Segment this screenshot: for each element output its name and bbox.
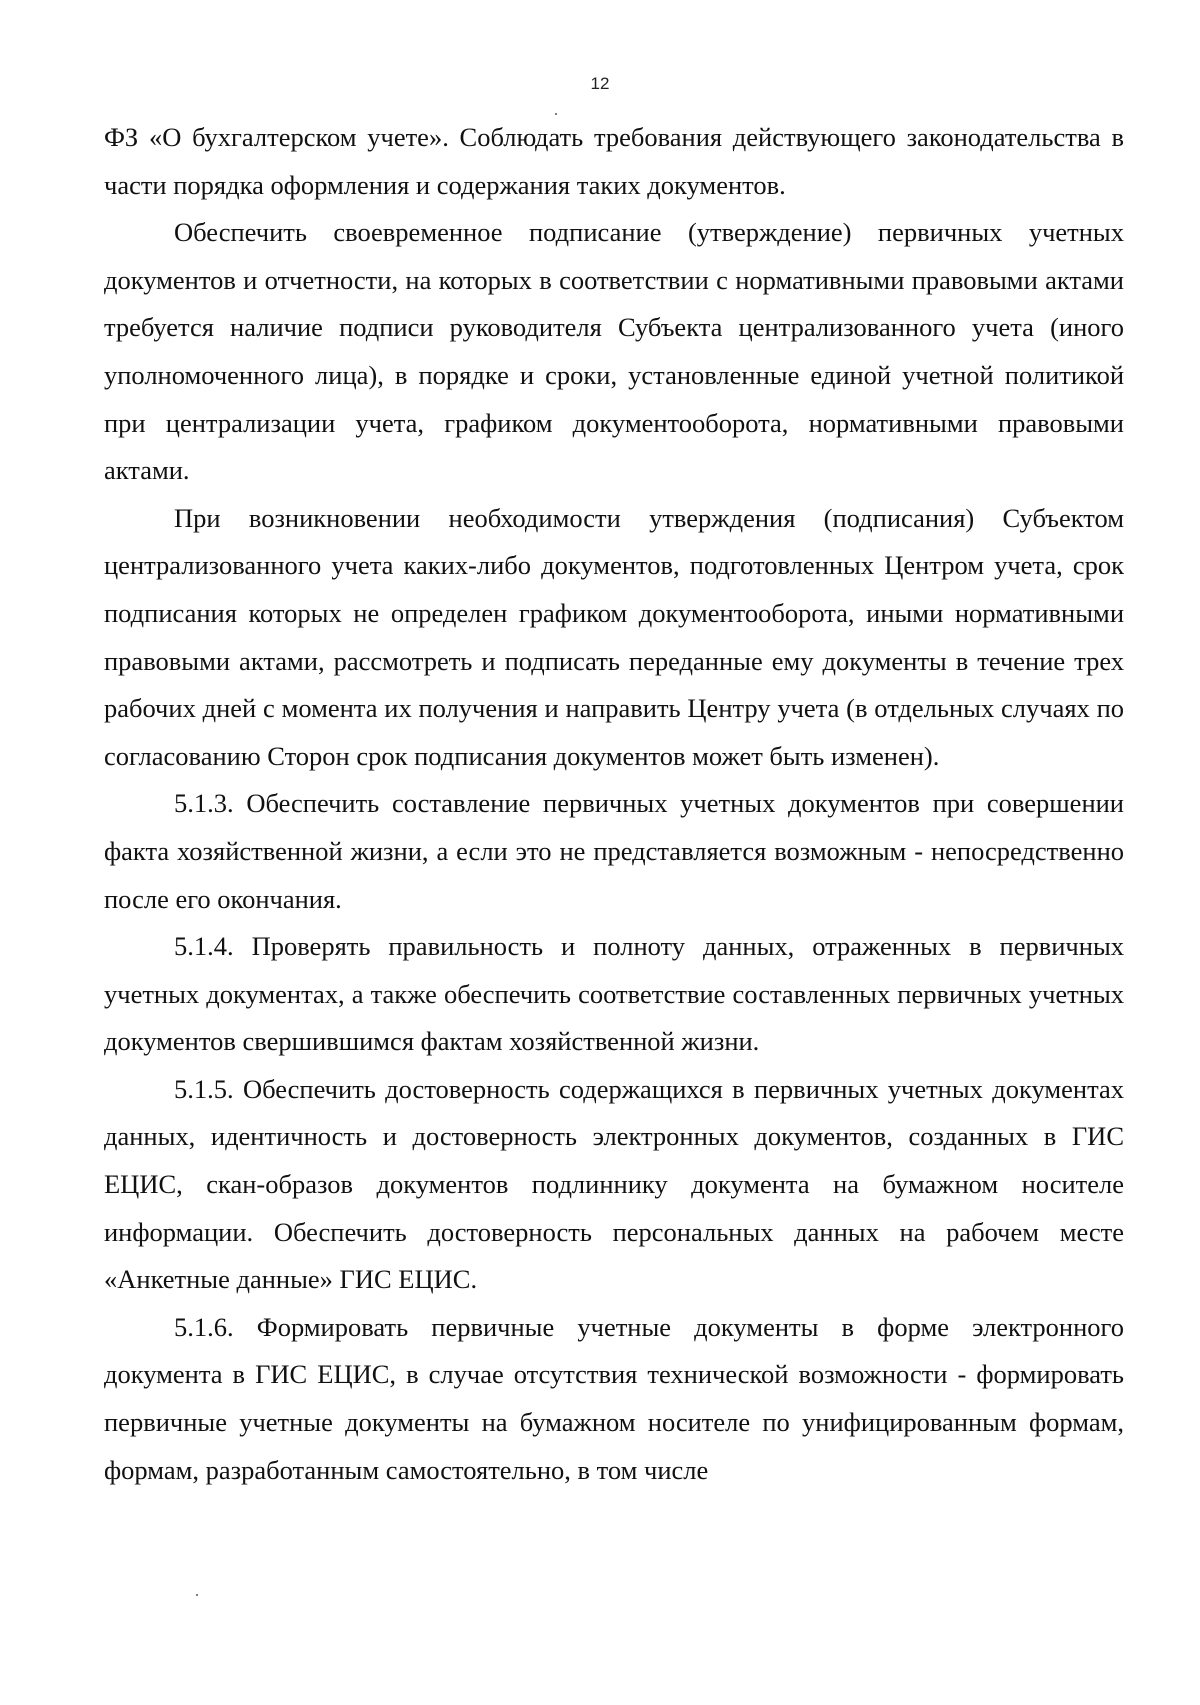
document-body xyxy=(104,114,1124,1494)
paragraph-continuation: ФЗ «О бухгалтерском учете». Соблюдать требования действующего законодательства в части порядка оформления и содержания таких документов. xyxy=(104,122,1124,200)
paragraph-signing-deadline: При возникновении необходимости утверждения (подписания) Субъектом централизованного учета каких-либо документов, подготовленных Центром учета, срок подписания которых не определен графиком документооборота, иными нормативными правовыми актами, рассмотреть и подписать переданные ему документы в течение трех рабочих дней с момента их получения и направить Центру учета (в отдельных случаях по согласованию Сторон срок подписания документов может быть изменен). xyxy=(104,502,1124,771)
clause-5-1-6: 5.1.6. Формировать первичные учетные документы в форме электронного документа в ГИС ЕЦИС, в случае отсутствия технической возможности - формировать первичные учетные документы на бумажном носителе по унифицированным формам, формам, разработанным самостоятельно, в том числе xyxy=(104,1311,1124,1485)
clause-5-1-5: 5.1.5. Обеспечить достоверность содержащихся в первичных учетных документах данных, идентичность и достоверность электронных документов, созданных в ГИС ЕЦИС, скан-образов документов подлиннику документа на бумажном носителе информации. Обеспечить достоверность персональных данных на рабочем месте «Анкетные данные» ГИС ЕЦИС. xyxy=(104,1073,1124,1295)
clause-5-1-3: 5.1.3. Обеспечить составление первичных учетных документов при совершении факта хозяйственной жизни, а если это не представляется возможным - непосредственно после его окончания. xyxy=(104,788,1124,914)
scan-speck xyxy=(555,113,557,115)
paragraph-signing-obligation: Обеспечить своевременное подписание (утверждение) первичных учетных документов и отчетности, на которых в соответствии с нормативными правовыми актами требуется наличие подписи руководителя Субъекта централизованного учета (иного уполномоченного лица), в порядке и сроки, установленные единой учетной политикой при централизации учета, графиком документооборота, нормативными правовыми актами. xyxy=(104,217,1124,486)
page-number: 12 xyxy=(590,74,610,93)
scan-speck xyxy=(196,1594,198,1596)
clause-5-1-4: 5.1.4. Проверять правильность и полноту данных, отраженных в первичных учетных документах, а также обеспечить соответствие составленных первичных учетных документов свершившимся фактам хозяйственной жизни. xyxy=(104,931,1124,1057)
